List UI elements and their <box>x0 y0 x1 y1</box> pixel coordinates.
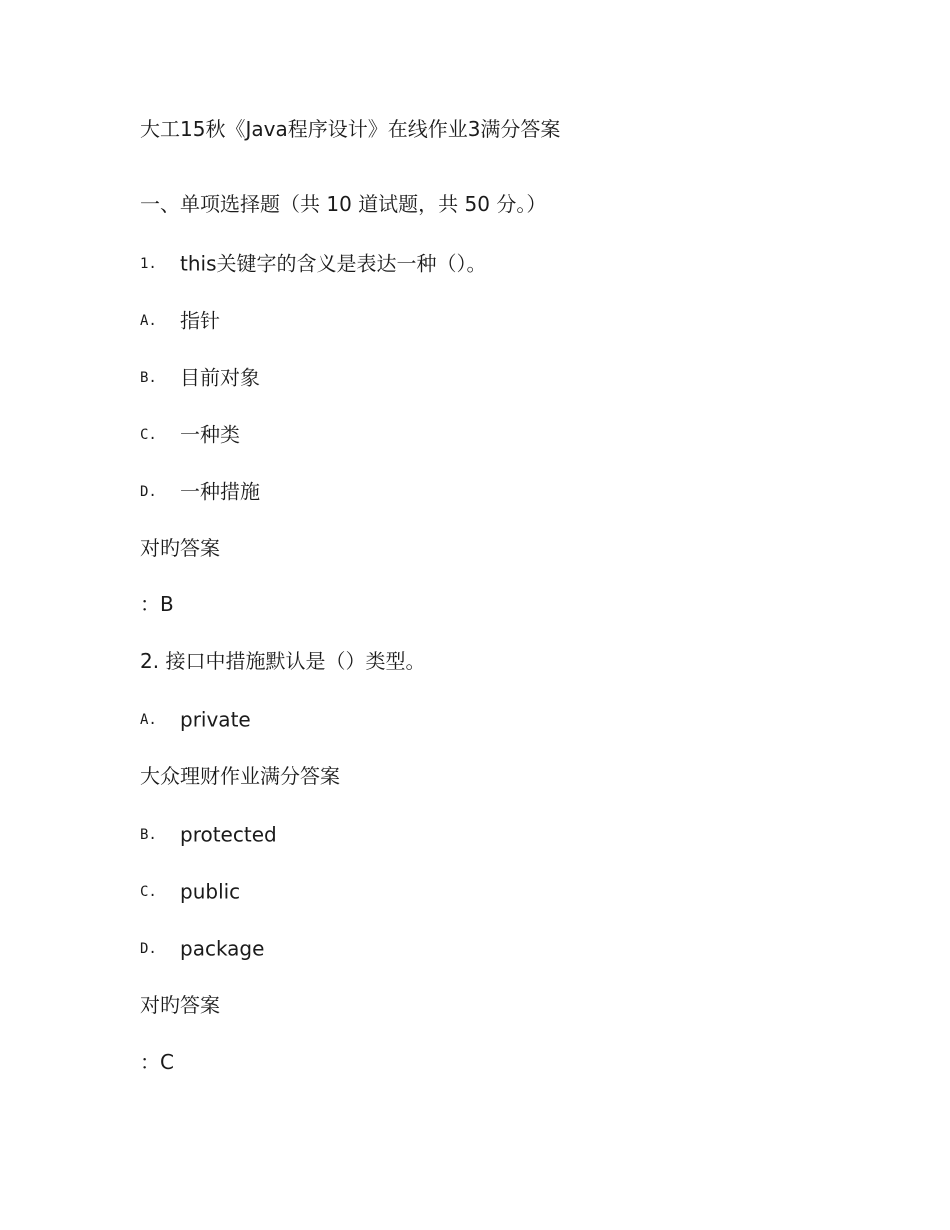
option-text: 目前对象 <box>180 365 260 390</box>
option-text: 指针 <box>180 308 220 333</box>
option-marker: C. <box>140 883 157 900</box>
q2-option-b <box>140 821 277 847</box>
section-heading: 一、单项选择题（共 10 道试题，共 50 分。） <box>140 192 547 216</box>
option-text: public <box>180 879 241 904</box>
q2-answer: ：C <box>140 1050 174 1074</box>
q1-option-d <box>140 478 260 504</box>
q2-option-d <box>140 935 264 961</box>
option-marker: D. <box>140 940 157 957</box>
option-marker: A. <box>140 711 157 728</box>
option-marker: C. <box>140 426 157 443</box>
q2-option-c <box>140 878 240 904</box>
q1-answer-label: 对旳答案 <box>140 536 220 560</box>
option-text: private <box>180 707 251 732</box>
option-marker: B. <box>140 826 157 843</box>
option-text: package <box>180 936 265 961</box>
q1-answer: ：B <box>140 592 174 616</box>
question-text: this关键字的含义是表达一种（）。 <box>180 251 487 276</box>
q1-option-b <box>140 364 260 390</box>
question-1 <box>140 250 487 276</box>
interjection-line: 大众理财作业满分答案 <box>140 764 340 788</box>
option-text: 一种类 <box>180 422 240 447</box>
q1-option-c <box>140 421 240 447</box>
option-marker: B. <box>140 369 157 386</box>
document-title: 大工15秋《Java程序设计》在线作业3满分答案 <box>140 117 561 141</box>
q2-option-a <box>140 706 251 732</box>
question-2: 2. 接口中措施默认是（）类型。 <box>140 649 426 673</box>
option-text: protected <box>180 822 277 847</box>
q2-answer-label: 对旳答案 <box>140 993 220 1017</box>
q1-option-a <box>140 307 220 333</box>
option-marker: A. <box>140 312 157 329</box>
option-text: 一种措施 <box>180 479 260 504</box>
question-number: 1. <box>140 255 157 272</box>
option-marker: D. <box>140 483 157 500</box>
